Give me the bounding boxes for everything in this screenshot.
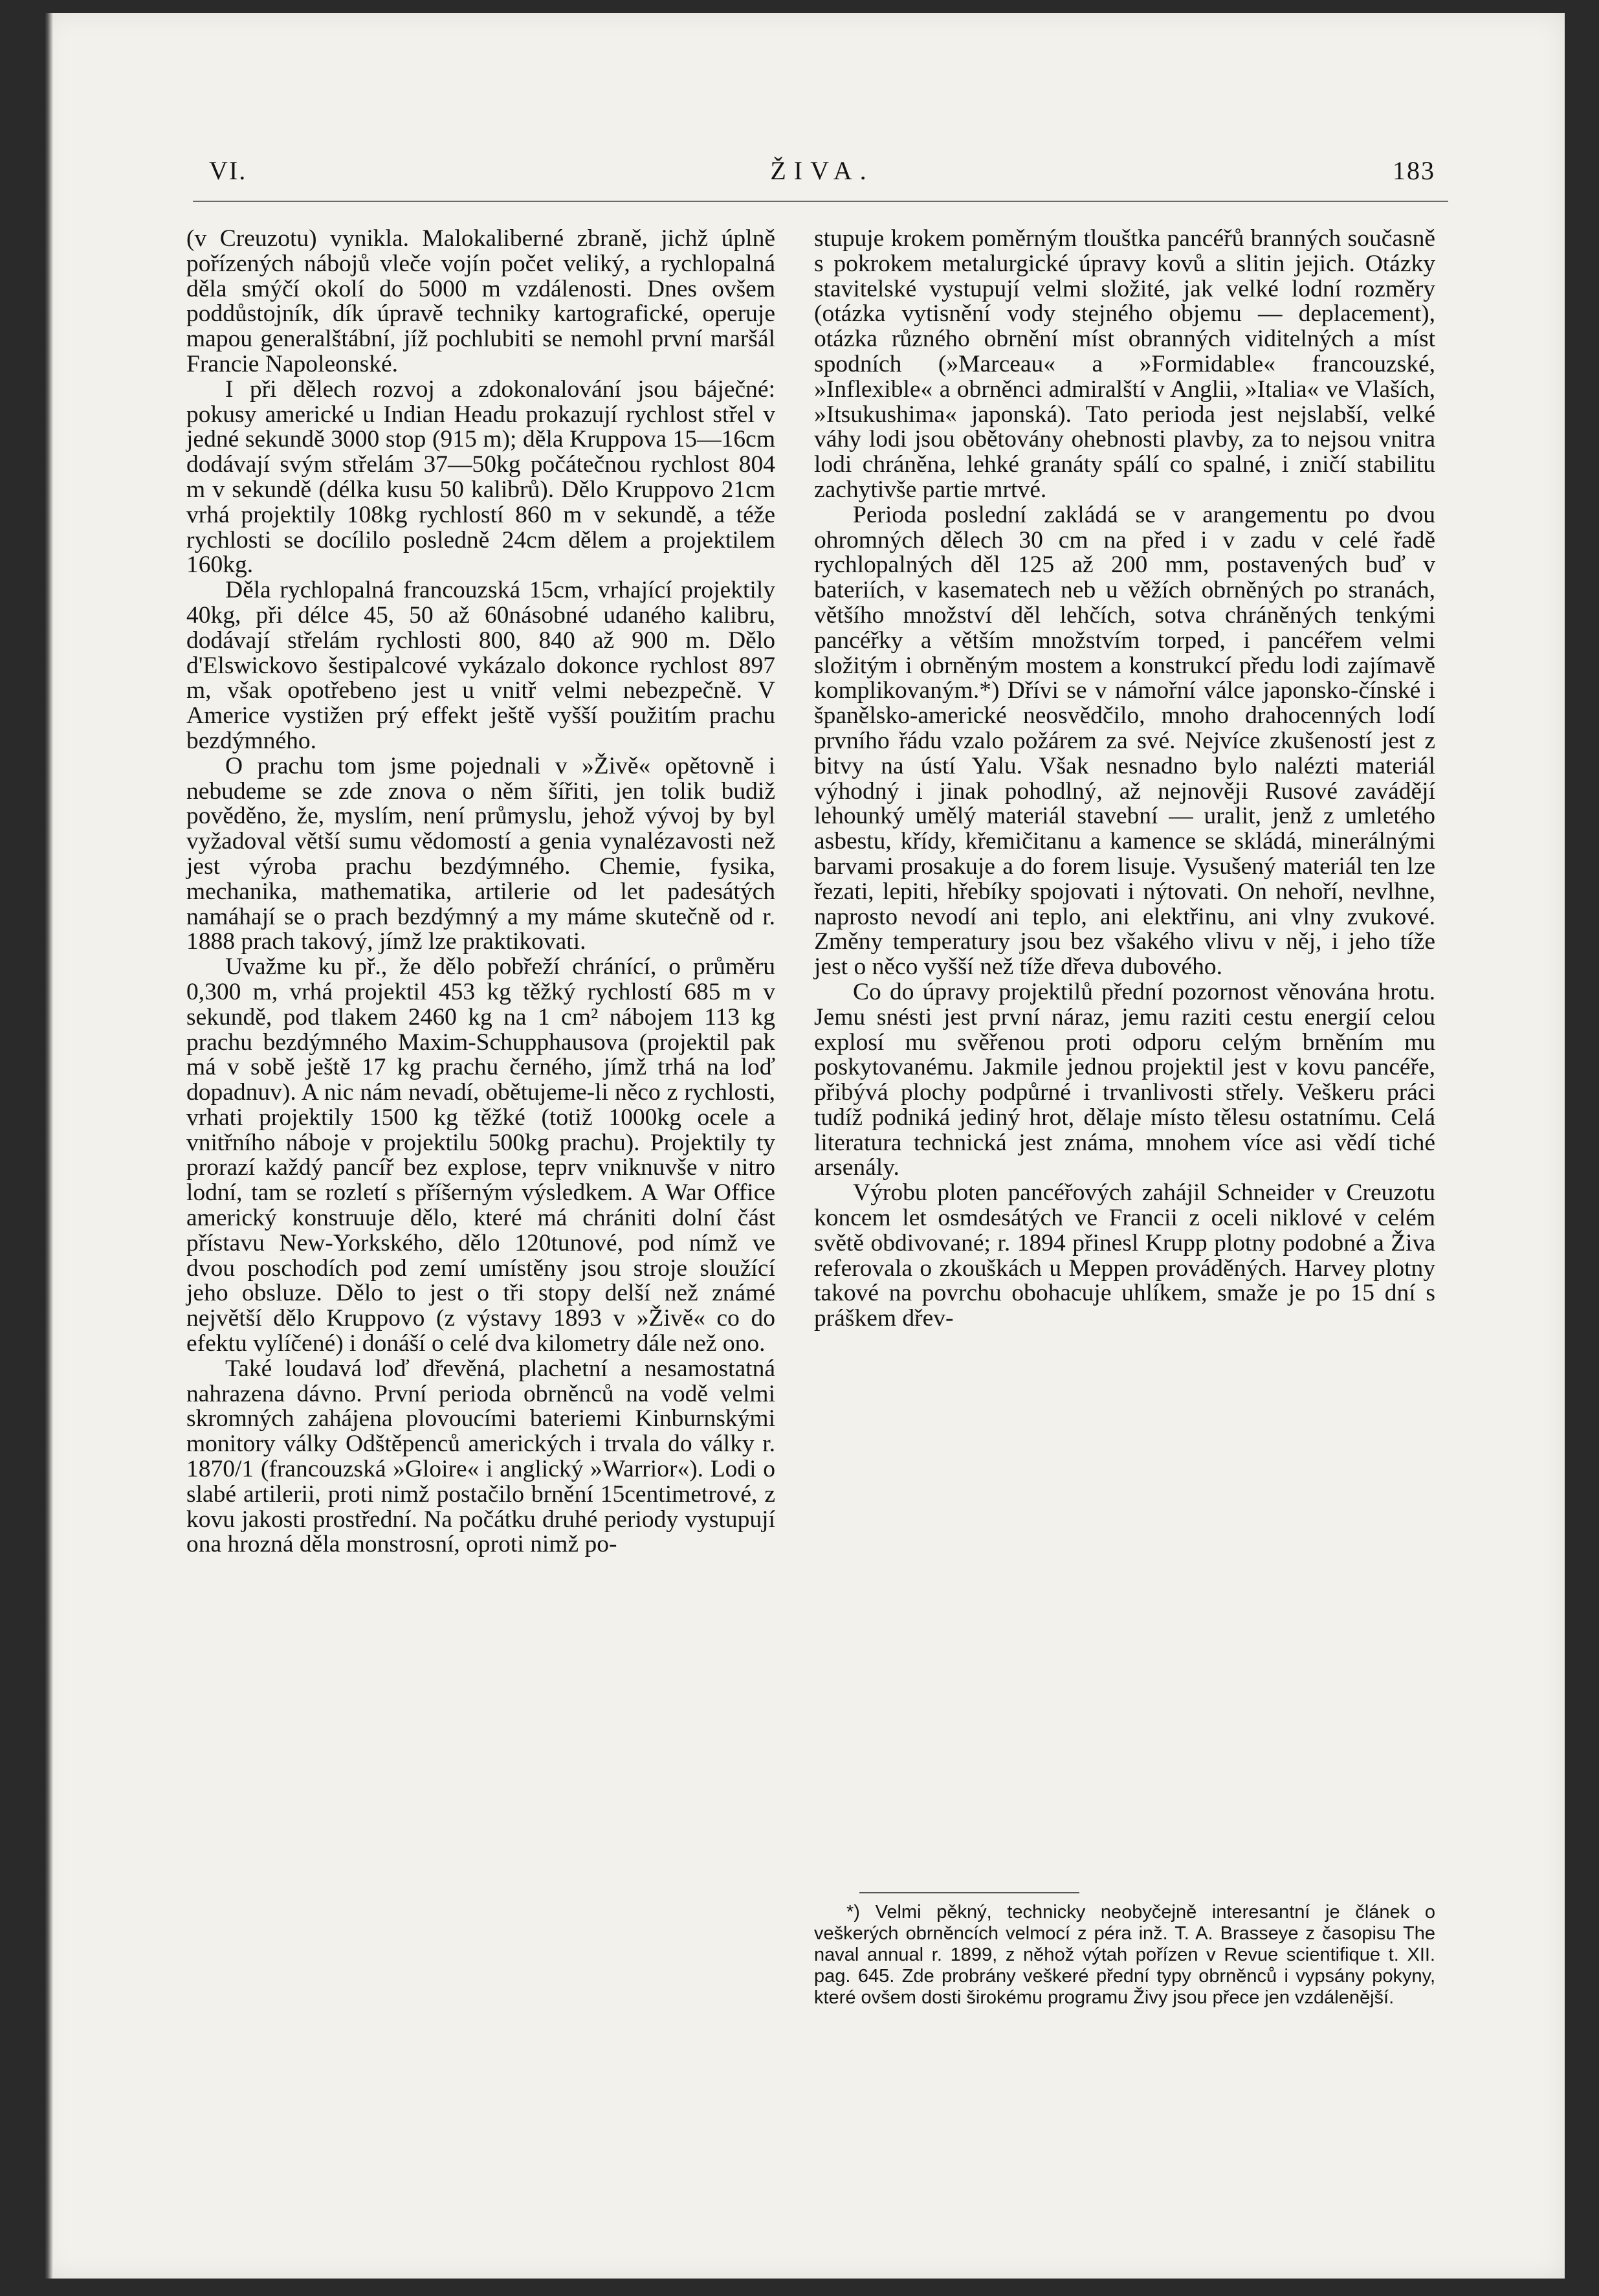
paragraph: I při dělech rozvoj a zdokonalování jsou báječné: pokusy americké u Indian Headu prokazují rychlost střel v jedné sekundě 3000 stop (915 m); děla Kruppova 15—16cm dodávají svým střelám 37—50kg počátečnou rychlost 804 m v sekundě (délka kusu 50 kalibrů). Dělo Kruppovo 21cm vrhá projektily 108kg rychlostí 860 m v sekundě, a téže rychlosti se docílilo posledně 24cm dělem a projektilem 160kg. (186, 375, 775, 579)
binding-edge (44, 13, 53, 2279)
journal-title: ŽIVA. (770, 156, 874, 185)
header-rule (193, 201, 1448, 202)
paragraph: Co do úpravy projektilů přední pozornost věnována hrotu. Jemu snésti jest první náraz, jemu raziti cestu energií celou explosí mu svěřenou proti odporu celým brněním mu poskytovanému. Jakmile jednou projektil jest v kovu pancéře, přibývá plochy podpůrné i trvanlivosti střely. Veškeru práci tudíž podniká jediný hrot, dělaje místo tělesu ostatnímu. Celá literatura technická jest známa, mnohem více asi vědí tiché arsenály. (814, 978, 1435, 1181)
left-column (186, 227, 775, 1557)
page-number: 183 (1393, 156, 1435, 185)
paragraph: Také loudavá loď dřevěná, plachetní a nesamostatná nahrazena dávno. První perioda obrněnců na vodě velmi skromných zahájena plovoucími bateriemi Kinburnskými monitory války Odštěpenců amerických i trvala do války r. 1870/1 (francouzská »Gloire« i anglický »Warrior«). Lodi o slabé artilerii, proti nimž postačilo brnění 15centimetrové, z kovu jakosti prostřední. Na počátku druhé periody vystupují ona hrozná děla monstrosní, oproti nimž po- (186, 1355, 775, 1558)
scanned-page (44, 13, 1565, 2279)
volume-number: VI. (209, 156, 247, 185)
paragraph: Perioda poslední zakládá se v arangementu po dvou ohromných dělech 30 cm na před i v zadu v celé řadě rychlopalných děl 125 až 200 mm, postavených buď v bateriích, v kasematech neb u věžích obrněných po stranách, většího množství děl lehčích, sotva chráněných tenkými pancéřky a větším množstvím torped, i pancéřem velmi složitým i obrněným mostem a konstrukcí předu lodi zajímavě komplikovaným.*) Dřívi se v námořní válce japonsko-čínské i španělsko-americké neosvědčilo, mnoho drahocenných lodí prvního řádu vzalo požárem za své. Nejvíce zkušeností jest z bitvy na ústí Yalu. Však nesnadno bylo nalézti materiál výhodný i jinak pohodlný, až nejnověji Rusové zavádějí lehounký umělý materiál stavební — uralit, jenž z umletého asbestu, křídy, křemičitanu a kamence se skládá, minerálnými barvami prosakuje a do forem lisuje. Vysušený materiál ten lze řezati, lepiti, hřebíky spojovati i nýtovati. On nehoří, nevlhne, naprosto nevodí ani teplo, ani elektřinu, ani vlny zvukové. Změny temperatury jsou bez všakého vlivu v něj, i jeho tíže jest o něco vyšší než tíže dřeva dubového. (814, 501, 1435, 981)
paragraph: stupuje krokem poměrným tlouštka pancéřů branných současně s pokrokem metalurgické úpravy kovů a slitin jejich. Otázky stavitelské vystupují velmi složité, jak velké lodní rozměry (otázka vytisnění vody stejného objemu — deplacement), otázka různého obrnění míst obranných viditelných a míst spodních (»Marceau« a »Formidable« francouzské, »Inflexible« a obrněnci admiralští v Anglii, »Italia« ve Vlaších, »Itsukushima« japonská). Tato perioda jest nejslabší, velké váhy lodi jsou obětovány ohebnosti plavby, za to nejsou vnitra lodi chráněna, lehké granáty spálí co spalné, i zničí stabilitu zachytivše partie mrtvé. (814, 225, 1435, 503)
footnote-rule (859, 1892, 1079, 1893)
running-header (209, 155, 1435, 194)
right-column (814, 227, 1435, 1332)
footnote (814, 1902, 1435, 2009)
paragraph: Děla rychlopalná francouzská 15cm, vrhající projektily 40kg, při délce 45, 50 až 60násobné udaného kalibru, dodávají střelám rychlosti 800, 840 až 900 m. Dělo d'Elswickovo šestipalcové vykázalo dokonce rychlost 897 m, však opotřebeno jest u vnitř velmi nebezpečně. V Americe vystižen prý effekt ještě vyšší použitím prachu bezdýmného. (186, 577, 775, 754)
paragraph: Uvažme ku př., že dělo pobřeží chránící, o průměru 0,300 m, vrhá projektil 453 kg těžký rychlostí 685 m v sekundě, pod tlakem 2460 kg na 1 cm² nábojem 113 kg prachu bezdýmného Maxim-Schupphausova (projektil pak má v sobě ještě 17 kg prachu černého, jímž trhá na loď dopadnuv). A nic nám nevadí, obětujeme-li něco z rychlosti, vrhati projektily 1500 kg těžké (totiž 1000kg ocele a vnitřního náboje v projektilu 500kg prachu). Projektily ty prorazí každý pancíř bez explose, teprv vniknuvše v nitro lodní, tam se rozletí s příšerným výsledkem. A War Office americký konstruuje dělo, které má chrániti dolní část přístavu New-Yorkského, dělo 120tunové, pod nímž ve dvou poschodích pod zemí umístěny jsou stroje sloužící jeho obsluze. Dělo to jest o tři stopy delší než známé největší dělo Kruppovo (z výstavy 1893 v »Živě« co do efektu vylíčené) i donáší o celé dva kilometry dále než ono. (186, 953, 775, 1357)
paragraph: (v Creuzotu) vynikla. Malokaliberné zbraně, jichž úplně pořízených nábojů vleče vojín počet veliký, a rychlopalná děla smýčí okolí do 5000 m vzdálenosti. Dnes ovšem poddůstojník, dík úpravě techniky kartografické, operuje mapou generalštábní, jíž pochlubiti se nemohl první maršál Francie Napoleonské. (186, 225, 775, 377)
paragraph: O prachu tom jsme pojednali v »Živě« opětovně i nebudeme se zde znova o něm šířiti, jen tolik budiž pověděno, že, myslím, není průmyslu, jehož vývoj by byl vyžadoval větší sumu vědomostí a genia vynalézavosti než jest výroba prachu bezdýmného. Chemie, fysika, mechanika, mathematika, artilerie od let padesátých namáhají se o prach bezdýmný a my máme skutečně od r. 1888 prach takový, jímž lze praktikovati. (186, 752, 775, 955)
footnote-text: *) Velmi pěkný, technicky neobyčejně interesantní je článek o veškerých obrněncích velmocí z péra inž. T. A. Brasseye z časopisu The naval annual r. 1899, z něhož výtah pořízen v Revue scientifique t. XII. pag. 645. Zde probrány veškeré přední typy obrněnců i vypsány pokyny, které ovšem dosti širokému programu Živy jsou přece jen vzdálenější. (814, 1902, 1435, 2008)
paragraph: Výrobu ploten pancéřových zahájil Schneider v Creuzotu koncem let osmdesátých ve Francii z oceli niklové v celém světě obdivované; r. 1894 přinesl Krupp plotny podobné a Živa referovala o zkouškách u Meppen prováděných. Harvey plotny takové na povrchu obohacuje uhlíkem, smaže je po 15 dní s práškem dřev- (814, 1179, 1435, 1332)
